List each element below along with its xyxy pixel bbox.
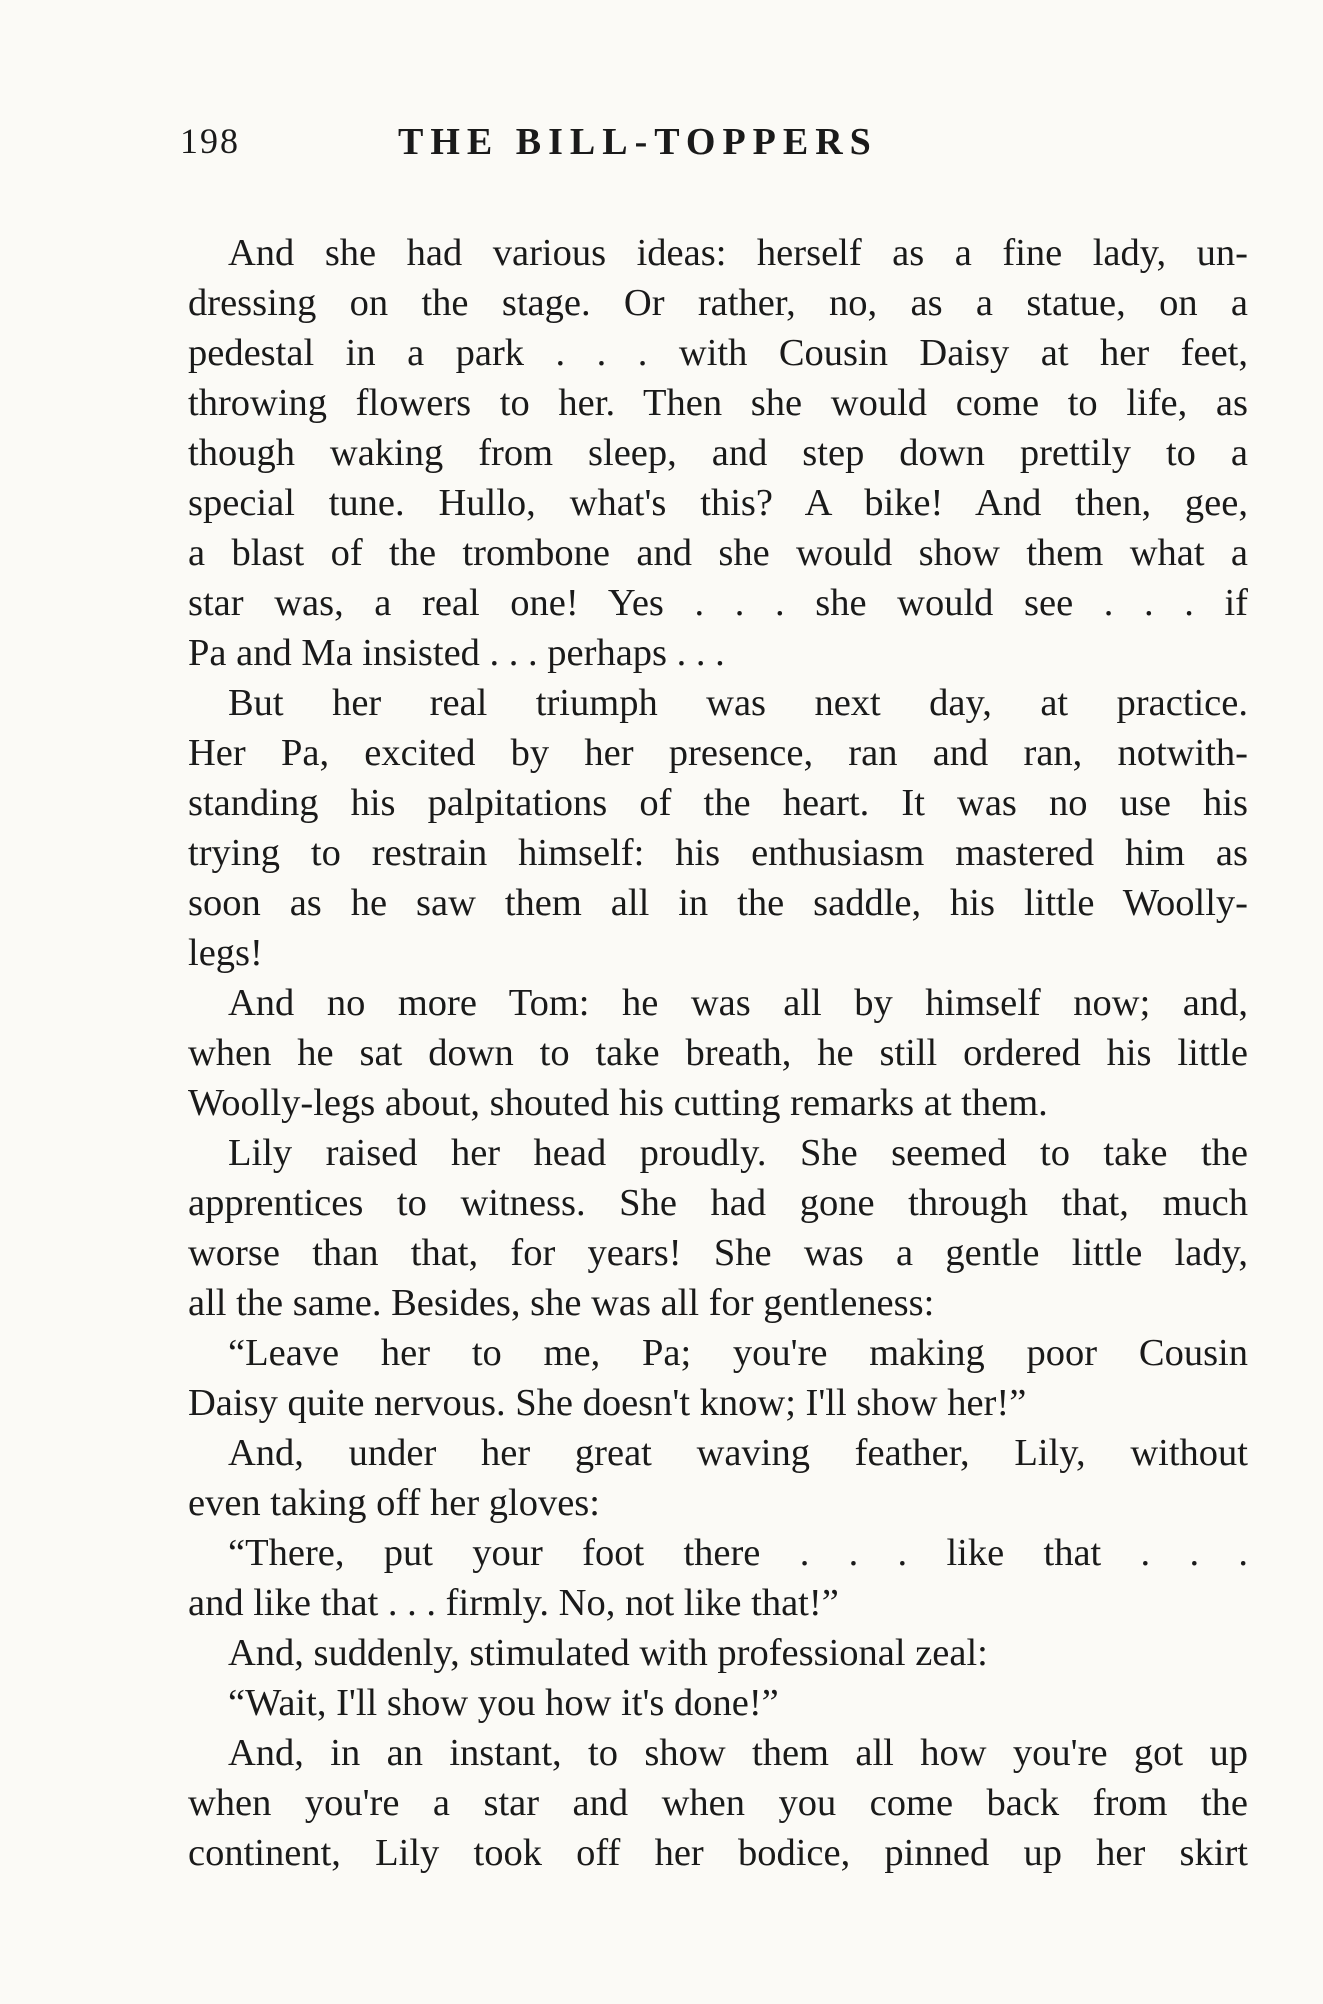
text-line: “Wait, I'll show you how it's done!” xyxy=(228,1682,779,1724)
text-line: when he sat down to take breath, he still ordered his little xyxy=(188,1032,1248,1074)
text-line: special tune. Hullo, what's this? A bike! And then, gee, xyxy=(188,482,1248,524)
text-line: standing his palpitations of the heart. It was no use his xyxy=(188,782,1248,824)
text-line: all the same. Besides, she was all for gentleness: xyxy=(188,1282,935,1324)
body-text xyxy=(188,228,1248,1878)
text-line: Her Pa, excited by her presence, ran and ran, notwith- xyxy=(188,732,1248,774)
text-line: when you're a star and when you come back from the xyxy=(188,1782,1248,1824)
text-line: apprentices to witness. She had gone through that, much xyxy=(188,1182,1248,1224)
text-line: Lily raised her head proudly. She seemed to take the xyxy=(228,1132,1248,1174)
text-line: and like that . . . firmly. No, not like that!” xyxy=(188,1582,839,1624)
text-line: Woolly-legs about, shouted his cutting remarks at them. xyxy=(188,1082,1048,1124)
text-line: And no more Tom: he was all by himself now; and, xyxy=(228,982,1248,1024)
text-line: And she had various ideas: herself as a fine lady, un- xyxy=(228,232,1248,274)
text-line: though waking from sleep, and step down prettily to a xyxy=(188,432,1248,474)
text-line: “Leave her to me, Pa; you're making poor Cousin xyxy=(228,1332,1248,1374)
text-line: star was, a real one! Yes . . . she would see . . . if xyxy=(188,582,1248,624)
text-line: And, under her great waving feather, Lily, without xyxy=(228,1432,1248,1474)
text-line: trying to restrain himself: his enthusiasm mastered him as xyxy=(188,832,1248,874)
text-line: soon as he saw them all in the saddle, his little Woolly- xyxy=(188,882,1248,924)
text-line: worse than that, for years! She was a gentle little lady, xyxy=(188,1232,1248,1274)
text-line: “There, put your foot there . . . like that . . . xyxy=(228,1532,1248,1574)
page-number: 198 xyxy=(180,121,240,161)
text-line: And, in an instant, to show them all how you're got up xyxy=(228,1732,1248,1774)
text-line: throwing flowers to her. Then she would come to life, as xyxy=(188,382,1248,424)
text-line: continent, Lily took off her bodice, pinned up her skirt xyxy=(188,1832,1248,1874)
text-line: dressing on the stage. Or rather, no, as a statue, on a xyxy=(188,282,1248,324)
running-title: THE BILL-TOPPERS xyxy=(398,121,878,163)
text-line: But her real triumph was next day, at practice. xyxy=(228,682,1248,724)
text-line: legs! xyxy=(188,932,263,974)
text-line: Daisy quite nervous. She doesn't know; I'll show her!” xyxy=(188,1382,1027,1424)
text-line: pedestal in a park . . . with Cousin Daisy at her feet, xyxy=(188,332,1248,374)
text-line: even taking off her gloves: xyxy=(188,1482,600,1524)
text-line: a blast of the trombone and she would show them what a xyxy=(188,532,1248,574)
text-line: And, suddenly, stimulated with professional zeal: xyxy=(228,1632,988,1674)
text-line: Pa and Ma insisted . . . perhaps . . . xyxy=(188,632,725,674)
